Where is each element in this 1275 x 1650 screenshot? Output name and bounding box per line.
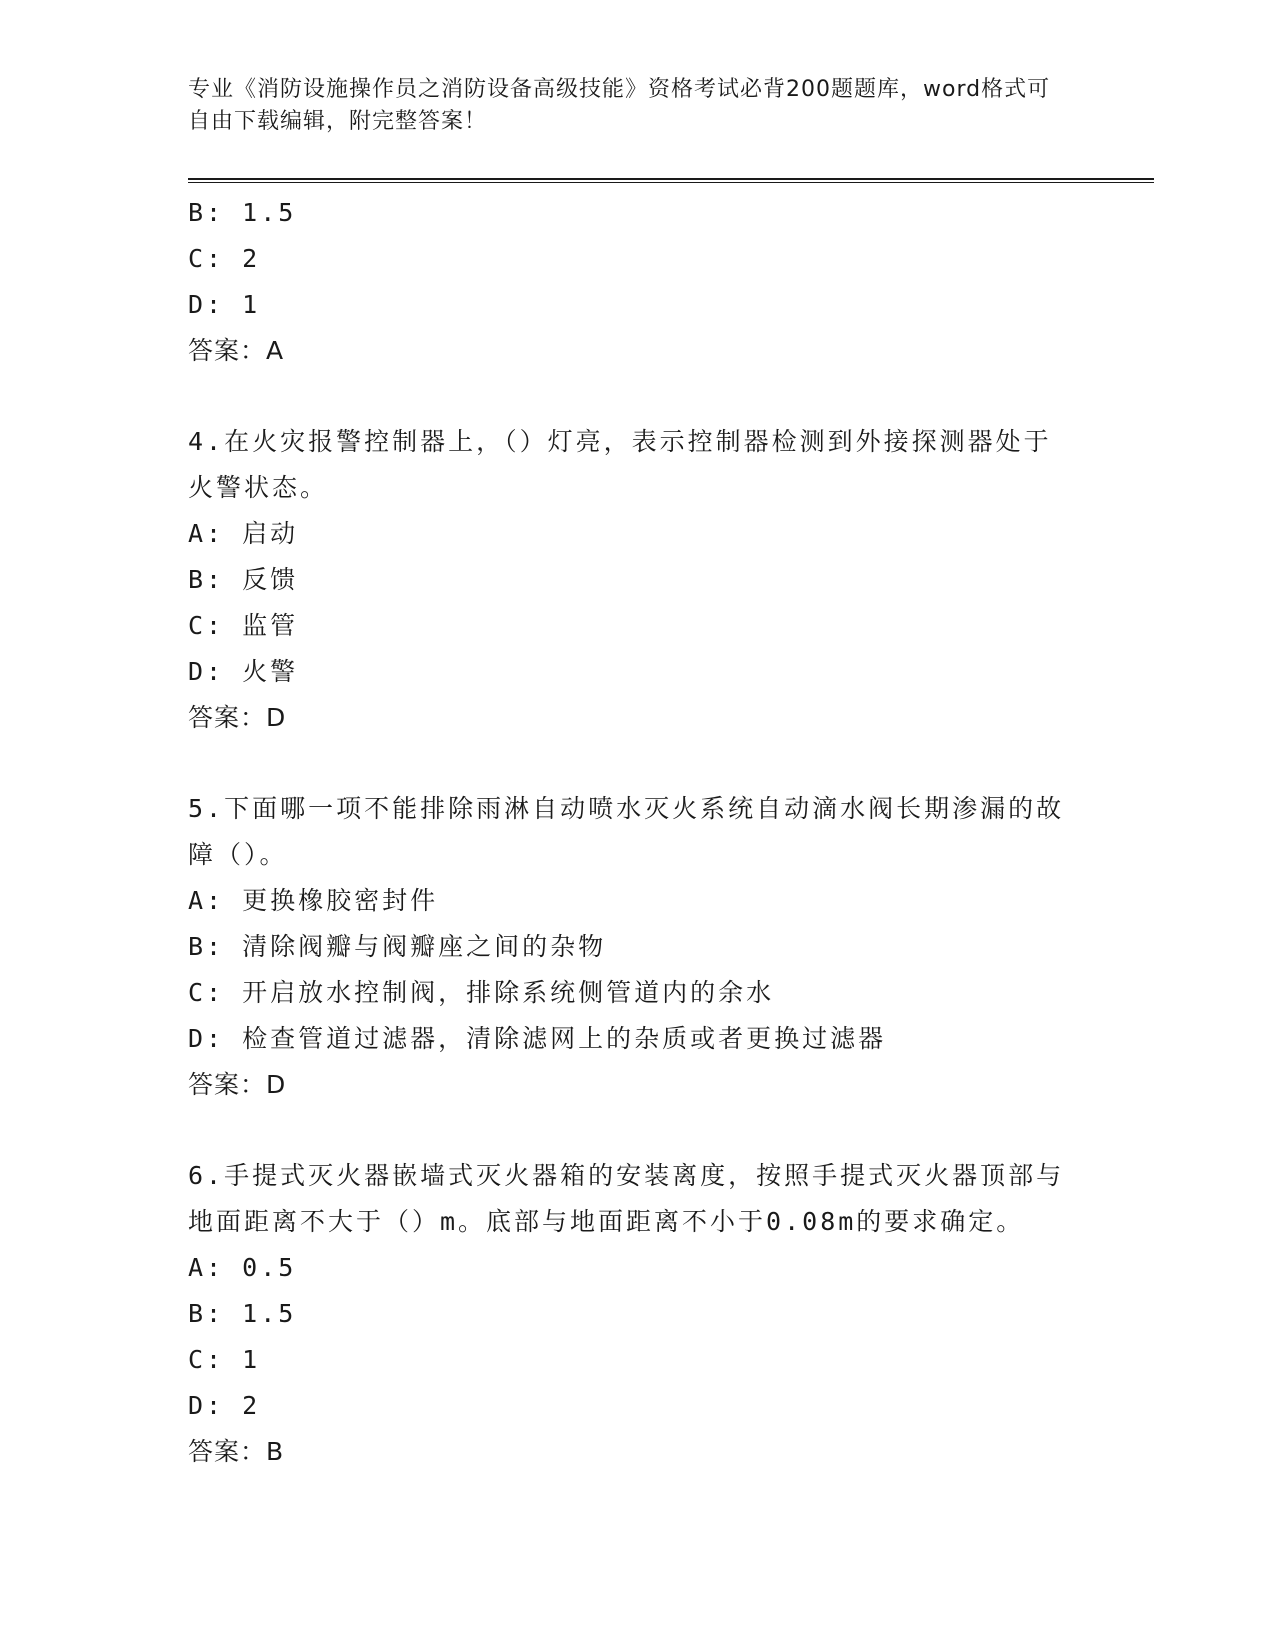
option-b: B: 清除阀瓣与阀瓣座之间的杂物: [188, 932, 607, 961]
answer: 答案：A: [188, 336, 285, 365]
option-b: B: 反馈: [188, 565, 299, 594]
option-c: C: 开启放水控制阀，排除系统侧管道内的余水: [188, 978, 775, 1007]
option-a: A: 启动: [188, 519, 299, 548]
option-c: C: 监管: [188, 611, 299, 640]
answer: 答案：D: [188, 703, 287, 732]
header-divider: [188, 178, 1154, 180]
question-text: 4.在火灾报警控制器上，（）灯亮，表示控制器检测到外接探测器处于火警状态。: [188, 427, 1052, 502]
option-d: D: 检查管道过滤器，清除滤网上的杂质或者更换过滤器: [188, 1024, 887, 1053]
answer: 答案：B: [188, 1437, 285, 1466]
answer: 答案：D: [188, 1070, 287, 1099]
question-text: 6.手提式灭火器嵌墙式灭火器箱的安装离度，按照手提式灭火器顶部与地面距离不大于（）m。底部与地面距离不小于0.08m的要求确定。: [188, 1161, 1065, 1236]
header-divider-thin: [188, 182, 1154, 183]
question-4: [188, 419, 1088, 741]
option-d: D: 1: [188, 290, 261, 319]
question-text: 5.下面哪一项不能排除雨淋自动喷水灭火系统自动滴水阀长期渗漏的故障（）。: [188, 794, 1065, 869]
option-b: B: 1.5: [188, 198, 297, 227]
question-5: [188, 786, 1088, 1108]
option-c: C: 1: [188, 1345, 261, 1374]
page-header: 专业《消防设施操作员之消防设备高级技能》资格考试必背200题题库，word格式可自由下载编辑，附完整答案！: [188, 77, 1051, 134]
option-b: B: 1.5: [188, 1299, 297, 1328]
option-c: C: 2: [188, 244, 261, 273]
question-6: [188, 1153, 1088, 1475]
option-a: A: 0.5: [188, 1253, 297, 1282]
question-3-tail: [188, 190, 1088, 374]
option-d: D: 2: [188, 1391, 261, 1420]
option-a: A: 更换橡胶密封件: [188, 886, 439, 915]
option-d: D: 火警: [188, 657, 299, 686]
document-body: [188, 190, 1088, 1475]
